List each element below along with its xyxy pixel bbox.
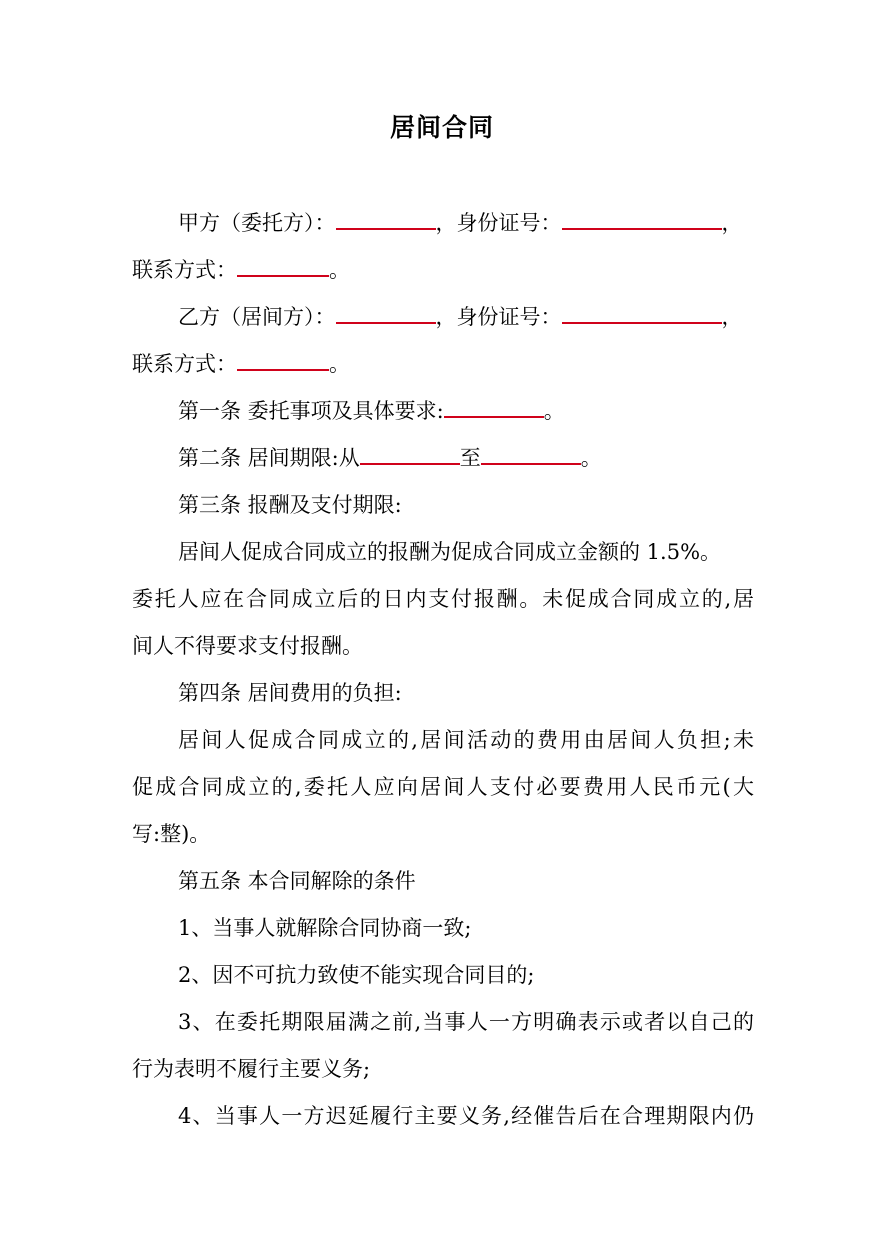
party-b-id-label: ，身份证号：	[435, 305, 562, 329]
party-a-contact-blank[interactable]	[237, 255, 329, 277]
party-a-label: 甲方（委托方）：	[178, 211, 336, 235]
article-2-text: 第二条 居间期限:从	[178, 446, 360, 470]
article-3-line-1: 居间人促成合同成立的报酬为促成合同成立金额的 1.5%。	[178, 540, 722, 564]
party-a-contact-end: 。	[329, 258, 350, 282]
article-2-from-blank[interactable]	[360, 443, 460, 465]
party-b-id-blank[interactable]	[562, 302, 722, 324]
party-a-contact-line	[132, 255, 754, 285]
document-title: 居间合同	[389, 113, 494, 142]
article-5-item-1: 1、当事人就解除合同协商一致;	[178, 916, 472, 940]
article-4-line-3: 写:整)。	[132, 822, 211, 846]
article-2-mid: 至	[459, 446, 481, 470]
party-a-contact-label: 联系方式：	[132, 258, 237, 282]
article-2-line	[178, 443, 754, 473]
article-4-heading: 第四条 居间费用的负担:	[178, 681, 402, 705]
article-5-item-3-cont: 行为表明不履行主要义务;	[132, 1057, 371, 1081]
party-b-line	[178, 302, 754, 332]
article-5-item-4: 4、当事人一方迟延履行主要义务,经催告后在合理期限内仍	[178, 1104, 754, 1128]
party-b-contact-blank[interactable]	[237, 349, 329, 371]
article-1-line	[178, 396, 754, 426]
party-a-comma: ，	[721, 211, 743, 235]
party-a-id-label: ，身份证号：	[435, 211, 562, 235]
party-a-name-blank[interactable]	[336, 208, 436, 230]
party-b-comma: ，	[721, 305, 743, 329]
article-2-to-blank[interactable]	[481, 443, 581, 465]
party-b-name-blank[interactable]	[336, 302, 436, 324]
party-a-line	[178, 208, 754, 238]
article-1-blank[interactable]	[444, 396, 544, 418]
article-5-item-3: 3、在委托期限届满之前,当事人一方明确表示或者以自己的	[178, 1010, 754, 1034]
party-b-contact-label: 联系方式：	[132, 352, 237, 376]
party-a-id-blank[interactable]	[562, 208, 722, 230]
article-5-item-2: 2、因不可抗力致使不能实现合同目的;	[178, 963, 535, 987]
article-2-end: 。	[580, 446, 602, 470]
article-5-heading: 第五条 本合同解除的条件	[178, 869, 416, 893]
party-b-contact-line	[132, 349, 754, 379]
article-3-heading: 第三条 报酬及支付期限:	[178, 493, 402, 517]
article-1-text: 第一条 委托事项及具体要求:	[178, 399, 444, 423]
article-1-end: 。	[543, 399, 565, 423]
article-3-line-2: 委托人应在合同成立后的日内支付报酬。未促成合同成立的,居	[132, 587, 754, 611]
article-4-line-1: 居间人促成合同成立的,居间活动的费用由居间人负担;未	[178, 728, 754, 752]
party-b-label: 乙方（居间方）：	[178, 305, 336, 329]
article-4-line-2: 促成合同成立的,委托人应向居间人支付必要费用人民币元(大	[132, 775, 754, 799]
party-b-contact-end: 。	[329, 352, 350, 376]
article-3-line-3: 间人不得要求支付报酬。	[132, 634, 363, 658]
